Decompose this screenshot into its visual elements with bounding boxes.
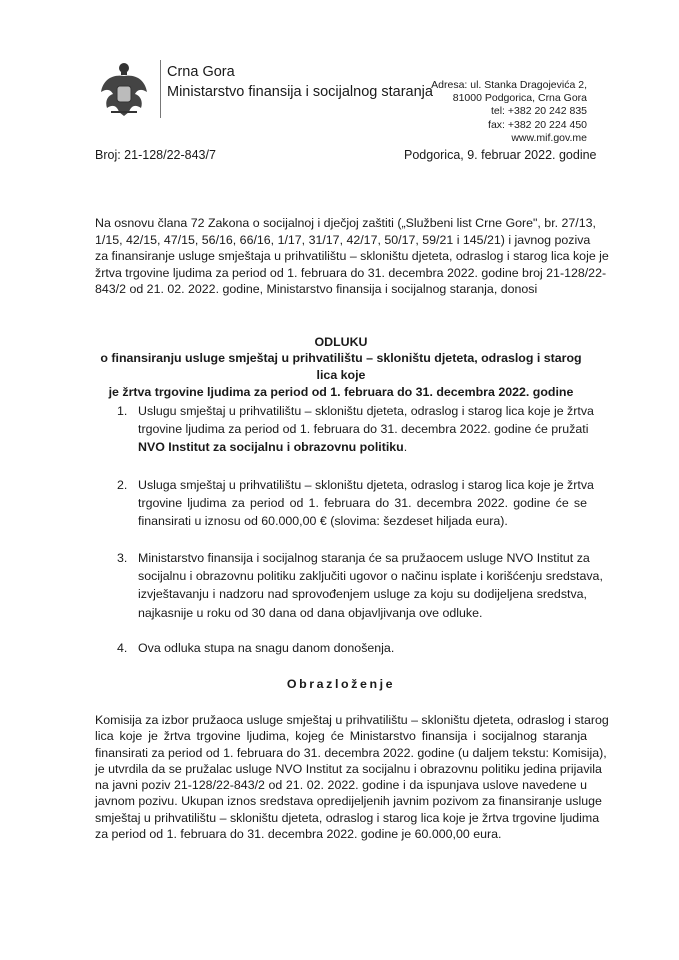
ministry-name: Ministarstvo finansija i socijalnog staranja [167,84,433,100]
country-name: Crna Gora [167,64,235,80]
item-line: trgovine ljudima za period od 1. februara do 31. decembra 2022. godine će se [138,496,587,511]
provider-name: NVO Institut za socijalnu i obrazovnu politiku [138,440,404,455]
decision-item-3 [117,549,603,622]
document-number: Broj: 21-128/22-843/7 [95,148,216,162]
item-line: Uslugu smještaj u prihvatilištu – skloništu djeteta, odraslog i starog lica koje je žrtva [138,404,594,418]
decision-item-4 [117,639,587,657]
item-line [138,438,587,456]
item-line: socijalnu i obrazovnu politiku zaključiti ugovor o načinu isplate i korišćenju sredstava, [138,569,603,584]
item-line: trgovine ljudima za period od 1. februara do 31. decembra 2022. godine će pružati [138,422,589,437]
item-line: Ministarstvo finansija i socijalnog staranja će sa pružaocem usluge NVO Institut za [138,551,590,565]
address-line: 81000 Podgorica, Crna Gora [452,92,587,105]
intro-paragraph [95,215,609,298]
intro-line: Na osnovu člana 72 Zakona o socijalnoj i dječjoj zaštiti („Službeni list Crne Gore", br. 27/13, [95,216,596,230]
intro-line: žrtva trgovine ljudima za period od 1. februara do 31. decembra 2022. godine broj 21-128/22- [95,265,607,280]
item-line: najkasnije u roku od 30 dana od dana objavljivanja ove odluke. [138,605,483,620]
explanation-title: Obrazloženje [286,677,396,691]
header-divider [160,60,161,118]
address-block [431,79,587,145]
explanation-line: lica koje je žrtva trgovine ljudima, kojeg će Ministarstvo finansija i socijalnog staranja [95,729,587,744]
subtitle-line: je žrtva trgovine ljudima za period od 1. februara do 31. decembra 2022. godine [108,385,574,399]
item-line: Ova odluka stupa na snagu danom donošenja. [138,641,395,655]
item-number: 3. [117,551,128,565]
decision-title: ODLUKU [314,335,368,349]
website: www.mif.gov.me [511,131,587,144]
item-line: finansirati u iznosu od 60.000,00 € (slovima: šezdeset hiljada eura). [138,514,508,529]
intro-line: 1/15, 42/15, 47/15, 56/16, 66/16, 1/17, 31/17, 42/17, 50/17, 59/21 i 145/21) i javnog poziva [95,232,591,247]
place-date: Podgorica, 9. februar 2022. godine [404,148,597,162]
explanation-line: Komisija za izbor pružaoca usluge smještaj u prihvatilištu – skloništu djeteta, odraslog i starog [95,713,609,727]
item-number: 1. [117,404,128,418]
decision-item-1 [117,402,594,457]
item-tail: . [403,440,408,455]
explanation-line: je utvrdila da se pružalac usluge NVO Institut za socijalnu i obrazovnu politiku jedina prijavila [95,761,602,776]
explanation-line: za period od 1. februara do 31. decembra 2022. godine je 60.000,00 eura. [95,827,502,842]
explanation-line: finansirati za period od 1. februara do 31. decembra 2022. godine (u daljem tekstu: Komisija), [95,745,607,760]
decision-subtitle [95,350,587,401]
decision-item-2 [117,476,594,531]
intro-line: za finansiranje usluge smještaja u prihvatilištu – skloništu djeteta, odraslog i starog lica koje je [95,249,609,264]
coat-of-arms-logo [97,60,151,118]
phone: tel: +382 20 242 835 [490,105,587,118]
subtitle-line: o finansiranju usluge smještaj u prihvatilištu – skloništu djeteta, odraslog i starog lica koje [100,351,582,382]
explanation-line: smještaj u prihvatilištu – skloništu djeteta, odraslog i starog lica koje je žrtva trgovine ljudima [95,810,600,825]
address-line: Adresa: ul. Stanka Dragojevića 2, [431,79,587,91]
item-line: Usluga smještaj u prihvatilištu – skloništu djeteta, odraslog i starog lica koje je žrtva [138,478,594,492]
item-number: 4. [117,641,128,655]
item-line: izvještavanju i nadzoru nad sprovođenjem usluge za koju su dodijeljena sredstva, [138,587,587,602]
fax: fax: +382 20 224 450 [488,118,587,131]
explanation-line: javnom pozivu. Ukupan iznos sredstava opredijeljenih javnim pozivom za finansiranje usluge [95,794,602,809]
explanation-line: na javni poziv 21-128/22-843/2 od 21. 02. 2022. godine i da ispunjava uslove navedene u [95,778,587,793]
item-number: 2. [117,478,128,492]
intro-line: 843/2 od 21. 02. 2022. godine, Ministarstvo finansija i socijalnog staranja, donosi [95,282,538,297]
explanation-paragraph [95,712,609,842]
